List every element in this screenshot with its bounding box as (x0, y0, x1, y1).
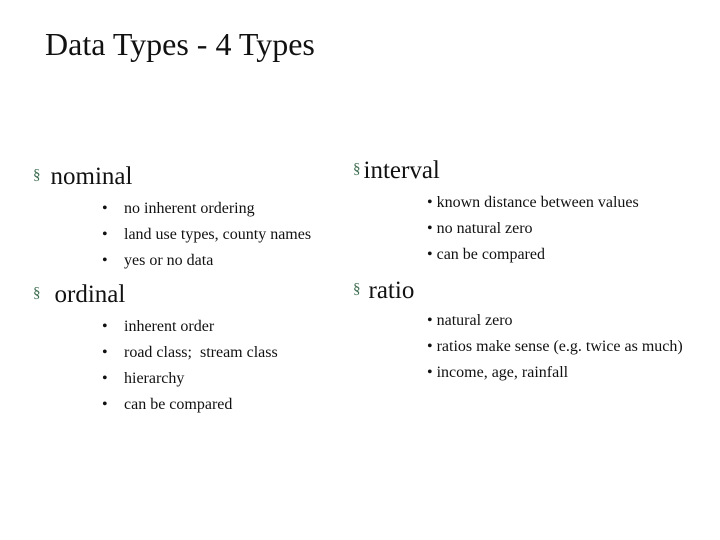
bullet-icon: • (102, 344, 108, 361)
interval-items (427, 190, 707, 268)
square-bullet-icon: § (353, 160, 361, 177)
square-bullet-icon: § (33, 284, 41, 301)
bullet-icon: • (102, 318, 108, 335)
interval-heading-label: interval (363, 157, 440, 184)
ordinal-item (102, 370, 184, 388)
square-bullet-icon: § (33, 166, 41, 183)
ordinal-heading (33, 281, 125, 309)
nominal-heading-label: nominal (50, 163, 133, 190)
nominal-heading (33, 163, 132, 191)
slide-title: Data Types - 4 Types (45, 26, 315, 62)
ordinal-item-text: can be compared (124, 396, 233, 413)
interval-heading (353, 157, 440, 185)
bullet-icon: • (102, 226, 108, 243)
bullet-icon: • (102, 200, 108, 217)
ratio-heading (353, 277, 414, 305)
interval-item: • known distance between values (427, 194, 639, 211)
ordinal-item-text: hierarchy (124, 370, 185, 387)
bullet-icon: • (102, 252, 108, 269)
nominal-item (102, 200, 255, 218)
ratio-item: • ratios make sense (e.g. twice as much) (427, 338, 683, 355)
bullet-icon: • (102, 396, 108, 413)
ordinal-item-text: inherent order (124, 318, 215, 335)
ordinal-item (102, 318, 214, 336)
nominal-item-text: no inherent ordering (124, 200, 255, 217)
interval-item: • can be compared (427, 246, 545, 263)
square-bullet-icon: § (353, 280, 361, 297)
ordinal-heading-label: ordinal (54, 281, 126, 308)
nominal-item-text: yes or no data (124, 252, 214, 269)
nominal-item-text: land use types, county names (124, 226, 312, 243)
ratio-heading-label: ratio (368, 277, 415, 304)
ordinal-item-text: road class; stream class (124, 344, 278, 361)
nominal-item (102, 252, 213, 270)
nominal-item (102, 226, 311, 244)
interval-item: • no natural zero (427, 220, 533, 237)
ratio-items (427, 308, 687, 386)
ordinal-item (102, 396, 232, 414)
ordinal-item (102, 344, 278, 362)
ratio-item: • natural zero (427, 312, 513, 329)
ratio-item: • income, age, rainfall (427, 364, 569, 381)
bullet-icon: • (102, 370, 108, 387)
